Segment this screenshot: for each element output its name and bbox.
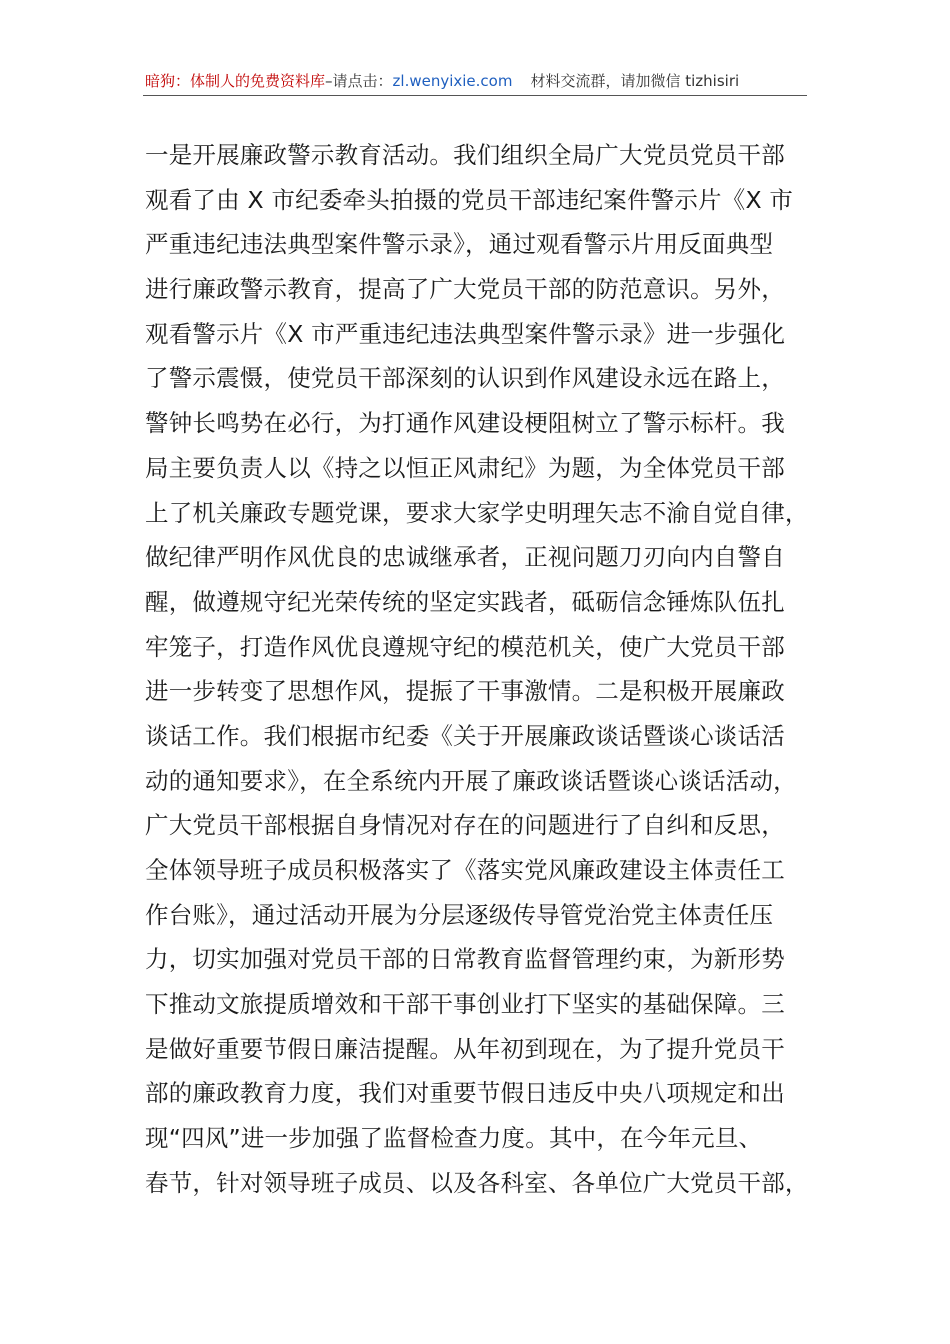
body-line: 局主要负责人以《持之以恒正风肃纪》为题，为全体党员干部 (145, 453, 785, 482)
body-line: 是做好重要节假日廉洁提醒。从年初到现在，为了提升党员干 (145, 1034, 785, 1063)
body-line: 春节，针对领导班子成员、以及各科室、各单位广大党员干部， (145, 1168, 809, 1197)
body-line: 全体领导班子成员积极落实了《落实党风廉政建设主体责任工 (145, 856, 785, 884)
body-line: 进行廉政警示教育，提高了广大党员干部的防范意识。另外， (145, 275, 785, 304)
body-line: 了警示震慑，使党员干部深刻的认识到作风建设永远在路上， (145, 364, 785, 393)
page-header (145, 68, 805, 94)
header-contact: 材料交流群，请加微信 tizhisiri (530, 72, 740, 90)
body-line: 做纪律严明作风优良的忠诚继承者，正视问题刀刃向内自警自 (145, 543, 785, 572)
document-body (145, 133, 815, 1206)
body-line: 严重违纪违法典型案件警示录》，通过观看警示片用反面典型 (145, 230, 774, 259)
body-line: 力，切实加强对党员干部的日常教育监督管理约束，为新形势 (145, 945, 785, 974)
body-line: 作台账》，通过活动开展为分层逐级传导管党治党主体责任压 (145, 900, 774, 929)
body-line: 观看警示片《X 市严重违纪违法典型案件警示录》进一步强化 (145, 319, 786, 348)
header-link[interactable]: zl.wenyixie.com (392, 72, 513, 90)
body-line: 现“四风”进一步加强了监督检查力度。其中，在今年元旦、 (145, 1124, 763, 1153)
body-line: 牢笼子，打造作风优良遵规守纪的模范机关，使广大党员干部 (145, 632, 785, 661)
body-line: 部的廉政教育力度，我们对重要节假日违反中央八项规定和出 (145, 1079, 785, 1108)
body-line: 下推动文旅提质增效和干部干事创业打下坚实的基础保障。三 (145, 990, 785, 1019)
body-line: 警钟长鸣势在必行，为打通作风建设梗阻树立了警示标杆。我 (145, 409, 785, 438)
header-brand: 暗狗：体制人的免费资料库 (145, 72, 326, 90)
body-line: 醒，做遵规守纪光荣传统的坚定实践者，砥砺信念锤炼队伍扎 (145, 587, 785, 616)
header-click-prompt: –请点击： (325, 72, 393, 90)
body-line: 进一步转变了思想作风，提振了干事激情。二是积极开展廉政 (145, 677, 785, 706)
body-line: 谈话工作。我们根据市纪委《关于开展廉政谈话暨谈心谈话活 (145, 721, 785, 750)
header-divider (143, 95, 807, 96)
body-line: 观看了由 X 市纪委牵头拍摄的党员干部违纪案件警示片《X 市 (145, 185, 794, 214)
body-line: 一是开展廉政警示教育活动。我们组织全局广大党员党员干部 (145, 141, 785, 169)
body-line: 广大党员干部根据自身情况对存在的问题进行了自纠和反思， (145, 811, 785, 840)
body-line: 动的通知要求》，在全系统内开展了廉政谈话暨谈心谈话活动， (145, 766, 797, 795)
body-line: 上了机关廉政专题党课，要求大家学史明理矢志不渝自觉自律， (145, 498, 809, 527)
